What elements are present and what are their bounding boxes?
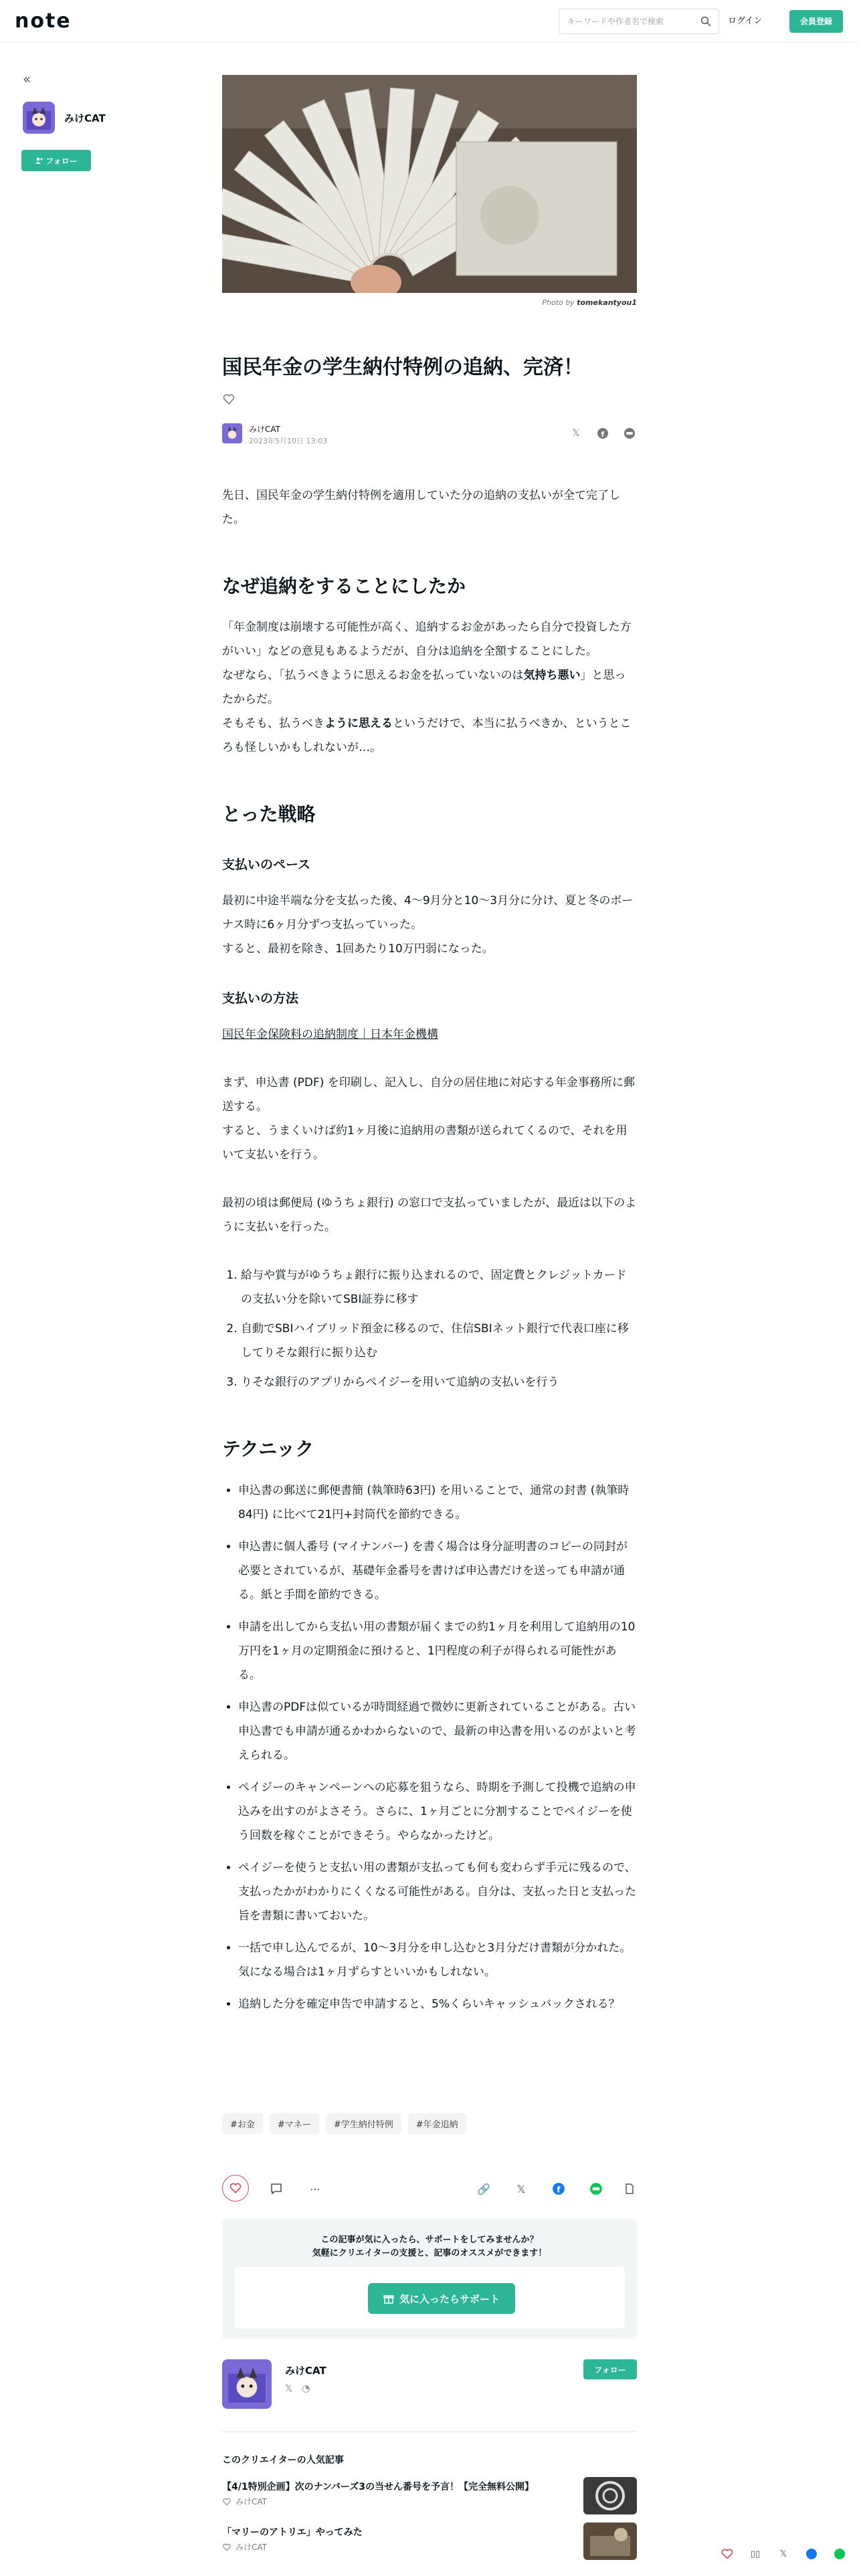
heart-icon bbox=[222, 2497, 231, 2506]
popular-article-thumbnail[interactable] bbox=[583, 2477, 637, 2514]
popular-article-author: みけCAT bbox=[235, 2543, 267, 2552]
byline-avatar[interactable] bbox=[222, 423, 242, 443]
login-link[interactable]: ログイン bbox=[728, 16, 763, 26]
floating-x-share-icon[interactable]: 𝕏 bbox=[779, 2549, 787, 2559]
popular-articles-heading: このクリエイターの人気記事 bbox=[222, 2455, 344, 2466]
payment-steps-list bbox=[241, 1263, 637, 1394]
why-p2-bold: 気持ち悪い bbox=[523, 669, 581, 683]
article-actions bbox=[222, 2175, 637, 2202]
facebook-share-icon[interactable] bbox=[551, 2181, 566, 2196]
photo-credit-name[interactable]: tomekantyou1 bbox=[577, 298, 637, 307]
list-item: • 申込書の郵送に郵便書簡 (執筆時63円) を用いることで、通常の封書 (執筆時84円) に比べて21円+封筒代を節約できる。 bbox=[238, 1479, 637, 1527]
search-input[interactable] bbox=[567, 15, 694, 28]
popular-article-meta bbox=[222, 2496, 267, 2507]
floating-facebook-share-icon[interactable] bbox=[804, 2547, 819, 2561]
why-p3-text-c: というだけで、本当に払うべきか、というところも怪しいかもしれないが…。 bbox=[222, 717, 632, 755]
comment-icon[interactable] bbox=[269, 2181, 284, 2196]
x-share-icon[interactable]: 𝕏 bbox=[516, 2182, 526, 2195]
heart-icon bbox=[222, 2543, 231, 2552]
why-p3-text-a: そもそも、払うべき bbox=[222, 717, 324, 731]
author-card bbox=[222, 2359, 637, 2420]
photo-credit bbox=[222, 298, 637, 307]
method-paragraph-3: 最初の頃は郵便局 (ゆうちょ銀行) の窓口で支払っていましたが、最近は以下のように支払いを行った。 bbox=[222, 1196, 637, 1235]
why-p3-bold: ように思える bbox=[324, 717, 393, 731]
popular-article-meta bbox=[222, 2541, 267, 2553]
like-heart-icon[interactable] bbox=[222, 393, 235, 406]
rss-icon[interactable]: ◔ bbox=[302, 2383, 310, 2394]
author-card-avatar[interactable] bbox=[222, 2359, 272, 2409]
hashtag[interactable]: #お金 bbox=[222, 2113, 263, 2134]
why-p2-text-a: なぜなら、「払うべきように思えるお金を払っていないのは bbox=[222, 669, 524, 683]
pace-paragraph-1: 最初に中途半端な分を支払った後、4〜9月分と10〜3月分に分け、夏と冬のボーナス時に6ヶ月分ずつ支払っていった。 bbox=[222, 894, 634, 932]
sidebar-follow-button[interactable] bbox=[21, 150, 91, 171]
author-avatar[interactable] bbox=[23, 102, 55, 134]
article bbox=[222, 75, 637, 2024]
pension-system-link[interactable]: 国民年金保険料の追納制度｜日本年金機構 bbox=[222, 1028, 438, 1042]
list-item: 1. 給与や賞与がゆうちょ銀行に振り込まれるので、固定費とクレジットカードの支払い分を除いてSBI証券に移す bbox=[241, 1263, 637, 1311]
share-buttons-top bbox=[569, 426, 637, 441]
embed-icon[interactable] bbox=[622, 2181, 637, 2196]
list-item: • 申込書のPDFは似ているが時間経過で微妙に更新されていることがある。古い申込書でも申請が通るかわからないので、最新の申込書を用いるのがよいと考えられる。 bbox=[238, 1695, 637, 1767]
line-share-icon[interactable] bbox=[622, 426, 637, 441]
section-heading-technique: テクニック bbox=[222, 1438, 314, 1461]
popular-article-item[interactable] bbox=[222, 2523, 637, 2563]
popular-article-item[interactable] bbox=[222, 2477, 637, 2517]
popular-article-thumbnail[interactable] bbox=[583, 2523, 637, 2560]
more-options-icon[interactable]: ⋯ bbox=[310, 2182, 320, 2195]
list-item: • 申請を出してから支払い用の書類が届くまでの約1ヶ月を利用して追納用の10万円を1ヶ月の定期預金に預けると、1円程度の利子が得られる可能性がある。 bbox=[238, 1615, 637, 1687]
list-item: • ペイジーのキャンペーンへの応募を狙うなら、時期を予測して投機で追納の申込みを出すのがよさそう。さらに、1ヶ月ごとに分割することでペイジーを使う回数を稼ぐことができそう。やらなかったけど。 bbox=[238, 1776, 637, 1848]
heart-icon bbox=[229, 2181, 242, 2195]
article-byline bbox=[222, 421, 637, 447]
search-box[interactable] bbox=[559, 9, 719, 34]
method-paragraph-2: すると、うまくいけば約1ヶ月後に追納用の書類が送られてくるので、それを用いて支払いを行う。 bbox=[222, 1124, 628, 1162]
why-p2-text-c: 」と思ったからだ。 bbox=[222, 669, 626, 707]
technique-list bbox=[238, 1479, 637, 2016]
floating-like-icon[interactable] bbox=[720, 2547, 735, 2561]
section-heading-why: なぜ追納をすることにしたか bbox=[222, 575, 466, 597]
intro-paragraph: 先日、国民年金の学生納付特例を適用していた分の追納の支払いが全て完了した。 bbox=[222, 489, 620, 526]
author-card-follow-button[interactable]: フォロー bbox=[583, 2359, 637, 2379]
sidebar-author-name[interactable]: みけCAT bbox=[64, 112, 106, 124]
why-paragraph-1: 「年金制度は崩壊する可能性が高く、追納するお金があったら自分で投資した方がいい」などの意見もあるようだが、自分は追納を全額することにした。 bbox=[222, 621, 632, 659]
line-share-icon[interactable] bbox=[589, 2181, 603, 2196]
list-item: • 申込書に個人番号 (マイナンバー) を書く場合は身分証明書のコピーの同封が必要とされているが、基礎年金番号を書けば申込書だけを送っても申請が通る。紙と手間を節約できる。 bbox=[238, 1535, 637, 1607]
support-card bbox=[234, 2267, 625, 2329]
sidebar-follow-label: フォロー bbox=[45, 156, 78, 166]
subheading-method: 支払いの方法 bbox=[222, 991, 299, 1006]
x-profile-icon[interactable]: 𝕏 bbox=[285, 2383, 293, 2394]
popular-article-title[interactable]: 「マリーのアトリエ」やってみた bbox=[222, 2527, 363, 2538]
floating-magazine-icon[interactable]: ▯▯ bbox=[750, 2549, 761, 2559]
search-icon[interactable] bbox=[700, 15, 712, 27]
collapse-sidebar-icon[interactable]: « bbox=[23, 71, 31, 87]
floating-action-bar bbox=[720, 2547, 847, 2561]
support-box bbox=[222, 2219, 637, 2339]
byline-author-name[interactable]: みけCAT bbox=[249, 425, 280, 434]
facebook-share-icon[interactable] bbox=[595, 426, 610, 441]
gift-icon bbox=[383, 2293, 394, 2304]
hashtag[interactable]: #マネー bbox=[270, 2113, 319, 2134]
pace-paragraph-2: すると、最初を除き、1回あたり10万円弱になった。 bbox=[222, 942, 494, 956]
list-item: • 一括で申し込んでるが、10〜3月分を申し込むと3月分だけ書類が分かれた。気になる場合は1ヶ月ずらすといいかもしれない。 bbox=[238, 1936, 637, 1984]
list-item: • 追納した分を確定申告で申請すると、5%くらいキャッシュバックされる？ bbox=[238, 1992, 637, 2016]
why-paragraph-3 bbox=[222, 712, 637, 760]
hashtag-list bbox=[222, 2113, 466, 2134]
copy-link-icon[interactable]: 🔗 bbox=[477, 2182, 490, 2195]
publish-date: 2023年5月10日 13:03 bbox=[249, 437, 328, 445]
popular-article-author: みけCAT bbox=[235, 2497, 267, 2506]
why-paragraph-2 bbox=[222, 663, 637, 712]
author-social-links bbox=[285, 2383, 310, 2394]
add-user-icon bbox=[35, 156, 43, 165]
signup-button[interactable]: 会員登録 bbox=[789, 10, 843, 33]
section-heading-strategy: とった戦略 bbox=[222, 803, 316, 826]
svg-text:f: f bbox=[601, 430, 605, 439]
hero-image bbox=[222, 75, 637, 293]
author-card-name[interactable]: みけCAT bbox=[285, 2365, 326, 2377]
support-message-line-2: 気軽にクリエイターの支援と、記事のオススメができます！ bbox=[312, 2248, 547, 2258]
subheading-pace: 支払いのペース bbox=[222, 857, 311, 873]
x-share-icon[interactable]: 𝕏 bbox=[572, 428, 580, 439]
method-paragraph-1: まず、申込書 (PDF) を印刷し、記入し、自分の居住地に対応する年金事務所に郵送する。 bbox=[222, 1076, 635, 1114]
floating-line-share-icon[interactable] bbox=[832, 2547, 847, 2561]
support-button-label: 気に入ったらサポート bbox=[399, 2293, 500, 2305]
popular-article-title[interactable]: 【4/1特別企画】次のナンバーズ3の当せん番号を予言！【完全無料公開】 bbox=[222, 2482, 534, 2492]
article-body bbox=[222, 484, 637, 2016]
support-button[interactable] bbox=[368, 2283, 515, 2314]
note-logo[interactable]: note bbox=[15, 9, 72, 33]
top-navigation-bar bbox=[0, 0, 859, 43]
list-item: 2. 自動でSBIハイブリッド預金に移るので、住信SBIネット銀行で代表口座に移してりそな銀行に振り込む bbox=[241, 1317, 637, 1365]
support-message-line-1: この記事が気に入ったら、サポートをしてみませんか？ bbox=[320, 2235, 539, 2245]
svg-text:f: f bbox=[557, 2185, 561, 2195]
article-title: 国民年金の学生納付特例の追納、完済！ bbox=[222, 356, 583, 379]
list-item: 3. りそな銀行のアプリからペイジーを用いて追納の支払いを行う bbox=[241, 1370, 637, 1394]
hashtag[interactable]: #学生納付特例 bbox=[326, 2113, 401, 2134]
list-item: • ペイジーを使うと支払い用の書類が支払っても何も変わらず手元に残るので、支払ったかがわかりにくくなる可能性がある。自分は、支払った日と支払った旨を書類に書いておいた。 bbox=[238, 1856, 637, 1928]
like-button[interactable] bbox=[222, 2175, 249, 2202]
hashtag[interactable]: #年金追納 bbox=[408, 2113, 466, 2134]
photo-credit-prefix: Photo by bbox=[542, 298, 575, 307]
